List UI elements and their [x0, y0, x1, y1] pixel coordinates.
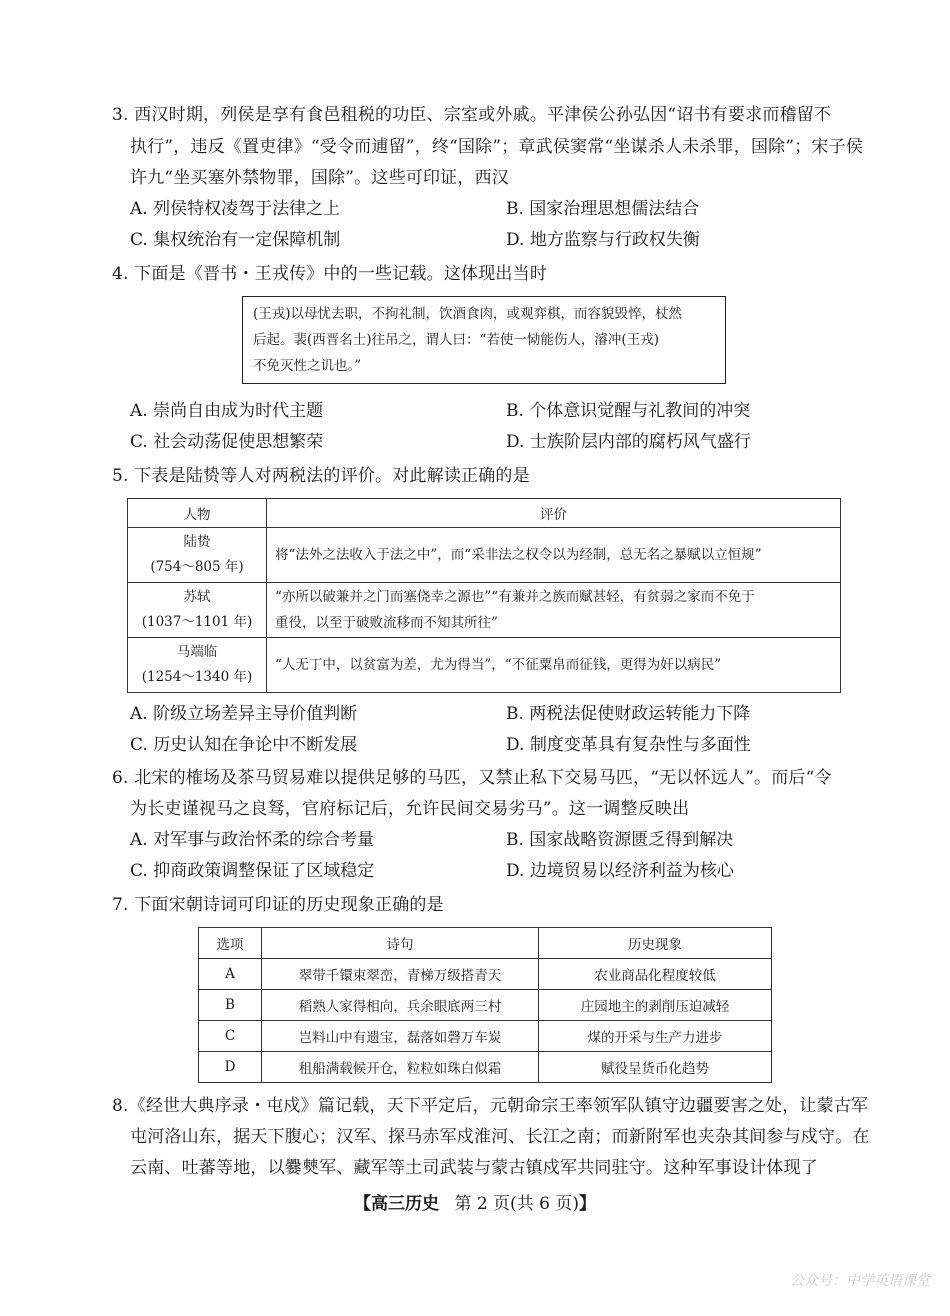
q3-line-2: 执行”，违反《置吏律》“受令而逋留”，终“国除”；章武侯窦常“坐谋杀人未杀罪，国除”；宋子侯: [130, 137, 864, 157]
option-letter: C: [199, 1021, 262, 1052]
q4-quote-box: [242, 296, 726, 384]
option-letter: A: [199, 959, 262, 990]
table-row: [128, 638, 841, 693]
table-row: [199, 959, 772, 990]
poem-text: 岂料山中有遗宝，磊落如磬万车炭: [262, 1021, 539, 1052]
evaluation-text: “亦所以破兼并之门而塞侥幸之源也”“有兼并之族而赋甚轻，有贫弱之家而不免于: [275, 589, 755, 605]
q4-quote-line-2: 后起。裴(西晋名士)往吊之，谓人曰：“若使一恸能伤人，濬冲(王戎): [253, 332, 659, 348]
table-row: [199, 1052, 772, 1083]
q5-header-person: 人物: [128, 499, 267, 528]
option-letter: D: [199, 1052, 262, 1083]
table-row: [199, 990, 772, 1021]
q4-option-b: B. 个体意识觉醒与礼教间的冲突: [506, 401, 751, 421]
q6-option-b: B. 国家战略资源匮乏得到解决: [506, 830, 734, 850]
evaluation-text: 重役，以至于破败流移而不知其所往”: [275, 615, 498, 631]
q6-line-2: 为长吏谨视马之良驽，官府标记后，允许民间交易劣马”。这一调整反映出: [130, 799, 690, 819]
q4-option-a: A. 崇尚自由成为时代主题: [130, 401, 324, 421]
phenomenon-text: 赋役呈货币化趋势: [539, 1052, 772, 1083]
q4-stem: 4. 下面是《晋书・王戎传》中的一些记载。这体现出当时: [112, 264, 548, 284]
q8-line-3: 云南、吐蕃等地，以爨僰军、藏军等土司武装与蒙古镇戍军共同驻守。这种军事设计体现了: [130, 1158, 818, 1178]
q3-option-a: A. 列侯特权凌驾于法律之上: [130, 199, 341, 219]
q7-header-phenomenon: 历史现象: [539, 928, 772, 959]
table-row: [128, 583, 841, 638]
q7-stem: 7. 下面宋朝诗词可印证的历史现象正确的是: [112, 895, 444, 915]
footer-close-bracket: 】: [578, 1194, 596, 1214]
q5-stem: 5. 下表是陆贽等人对两税法的评价。对此解读正确的是: [112, 466, 530, 486]
poem-text: 租船满载候开仓，粒粒如珠白似霜: [262, 1052, 539, 1083]
q3-option-b: B. 国家治理思想儒法结合: [506, 199, 700, 219]
phenomenon-text: 庄园地主的剥削压迫减轻: [539, 990, 772, 1021]
q5-option-a: A. 阶级立场差异主导价值判断: [130, 704, 358, 724]
person-name: 苏轼: [183, 589, 211, 605]
q5-header-eval: 评价: [267, 499, 841, 528]
person-name: 马端临: [176, 644, 218, 660]
phenomenon-text: 农业商品化程度较低: [539, 959, 772, 990]
q7-header-poem: 诗句: [262, 928, 539, 959]
q6-option-d: D. 边境贸易以经济利益为核心: [506, 861, 734, 881]
poem-text: 稻熟人家得相向，兵余眼底两三村: [262, 990, 539, 1021]
q3-line-1: 3. 西汉时期，列侯是享有食邑租税的功臣、宗室或外戚。平津侯公孙弘因“诏书有要求而稽留不: [112, 105, 832, 125]
q8-line-2: 屯河洛山东，据天下腹心；汉军、探马赤军戍淮河、长江之南；而新附军也夹杂其间参与戍守。在: [130, 1127, 870, 1147]
q6-option-c: C. 抑商政策调整保证了区域稳定: [130, 861, 375, 881]
q4-option-c: C. 社会动荡促使思想繁荣: [130, 432, 324, 452]
q3-option-d: D. 地方监察与行政权失衡: [506, 230, 700, 250]
q7-table: [198, 927, 772, 1083]
q3-option-c: C. 集权统治有一定保障机制: [130, 230, 341, 250]
q6-option-a: A. 对军事与政治怀柔的综合考量: [130, 830, 375, 850]
q4-quote-line-3: 不免灭性之讥也。”: [253, 358, 362, 374]
option-letter: B: [199, 990, 262, 1021]
person-name: 陆贽: [183, 534, 211, 550]
q5-option-c: C. 历史认知在争论中不断发展: [130, 735, 358, 755]
phenomenon-text: 煤的开采与生产力进步: [539, 1021, 772, 1052]
person-years: (754～805 年): [150, 559, 244, 575]
q4-quote-line-1: (王戎)以母忧去职，不拘礼制，饮酒食肉，或观弈棋，而容貌毁悴，杖然: [253, 306, 683, 322]
person-years: (1254～1340 年): [141, 669, 253, 685]
evaluation-text: 将“法外之法收入于法之中”，而“采非法之权令以为经制，总无名之暴赋以立恒规”: [275, 547, 762, 563]
evaluation-text: “人无丁中，以贫富为差，尤为得当”，“不征粟帛而征钱，更得为奸以病民”: [275, 657, 722, 673]
q8-line-1: 8.《经世大典序录・屯戍》篇记载，天下平定后，元朝命宗王率领军队镇守边疆要害之处，让蒙古军: [112, 1096, 869, 1116]
q7-header-option: 选项: [199, 928, 262, 959]
watermark: 公众号：中学英语课堂: [790, 1273, 930, 1289]
poem-text: 翠带千镮束翠峦，青梯万级搭青天: [262, 959, 539, 990]
q3-line-3: 许九“坐买塞外禁物罪，国除”。这些可印证，西汉: [130, 168, 509, 188]
q5-option-b: B. 两税法促使财政运转能力下降: [506, 704, 751, 724]
q6-line-1: 6. 北宋的榷场及茶马贸易难以提供足够的马匹，又禁止私下交易马匹，“无以怀远人”。而后“令: [112, 768, 832, 788]
person-years: (1037～1101 年): [141, 614, 253, 630]
q4-option-d: D. 士族阶层内部的腐朽风气盛行: [506, 432, 751, 452]
table-row: [199, 1021, 772, 1052]
page-footer: [0, 1192, 950, 1216]
footer-page-number: 第 2 页(共 6 页): [454, 1194, 579, 1214]
q5-table: [127, 498, 841, 693]
q5-option-d: D. 制度变革具有复杂性与多面性: [506, 735, 751, 755]
footer-subject: 【高三历史: [354, 1194, 440, 1214]
table-row: [128, 528, 841, 583]
